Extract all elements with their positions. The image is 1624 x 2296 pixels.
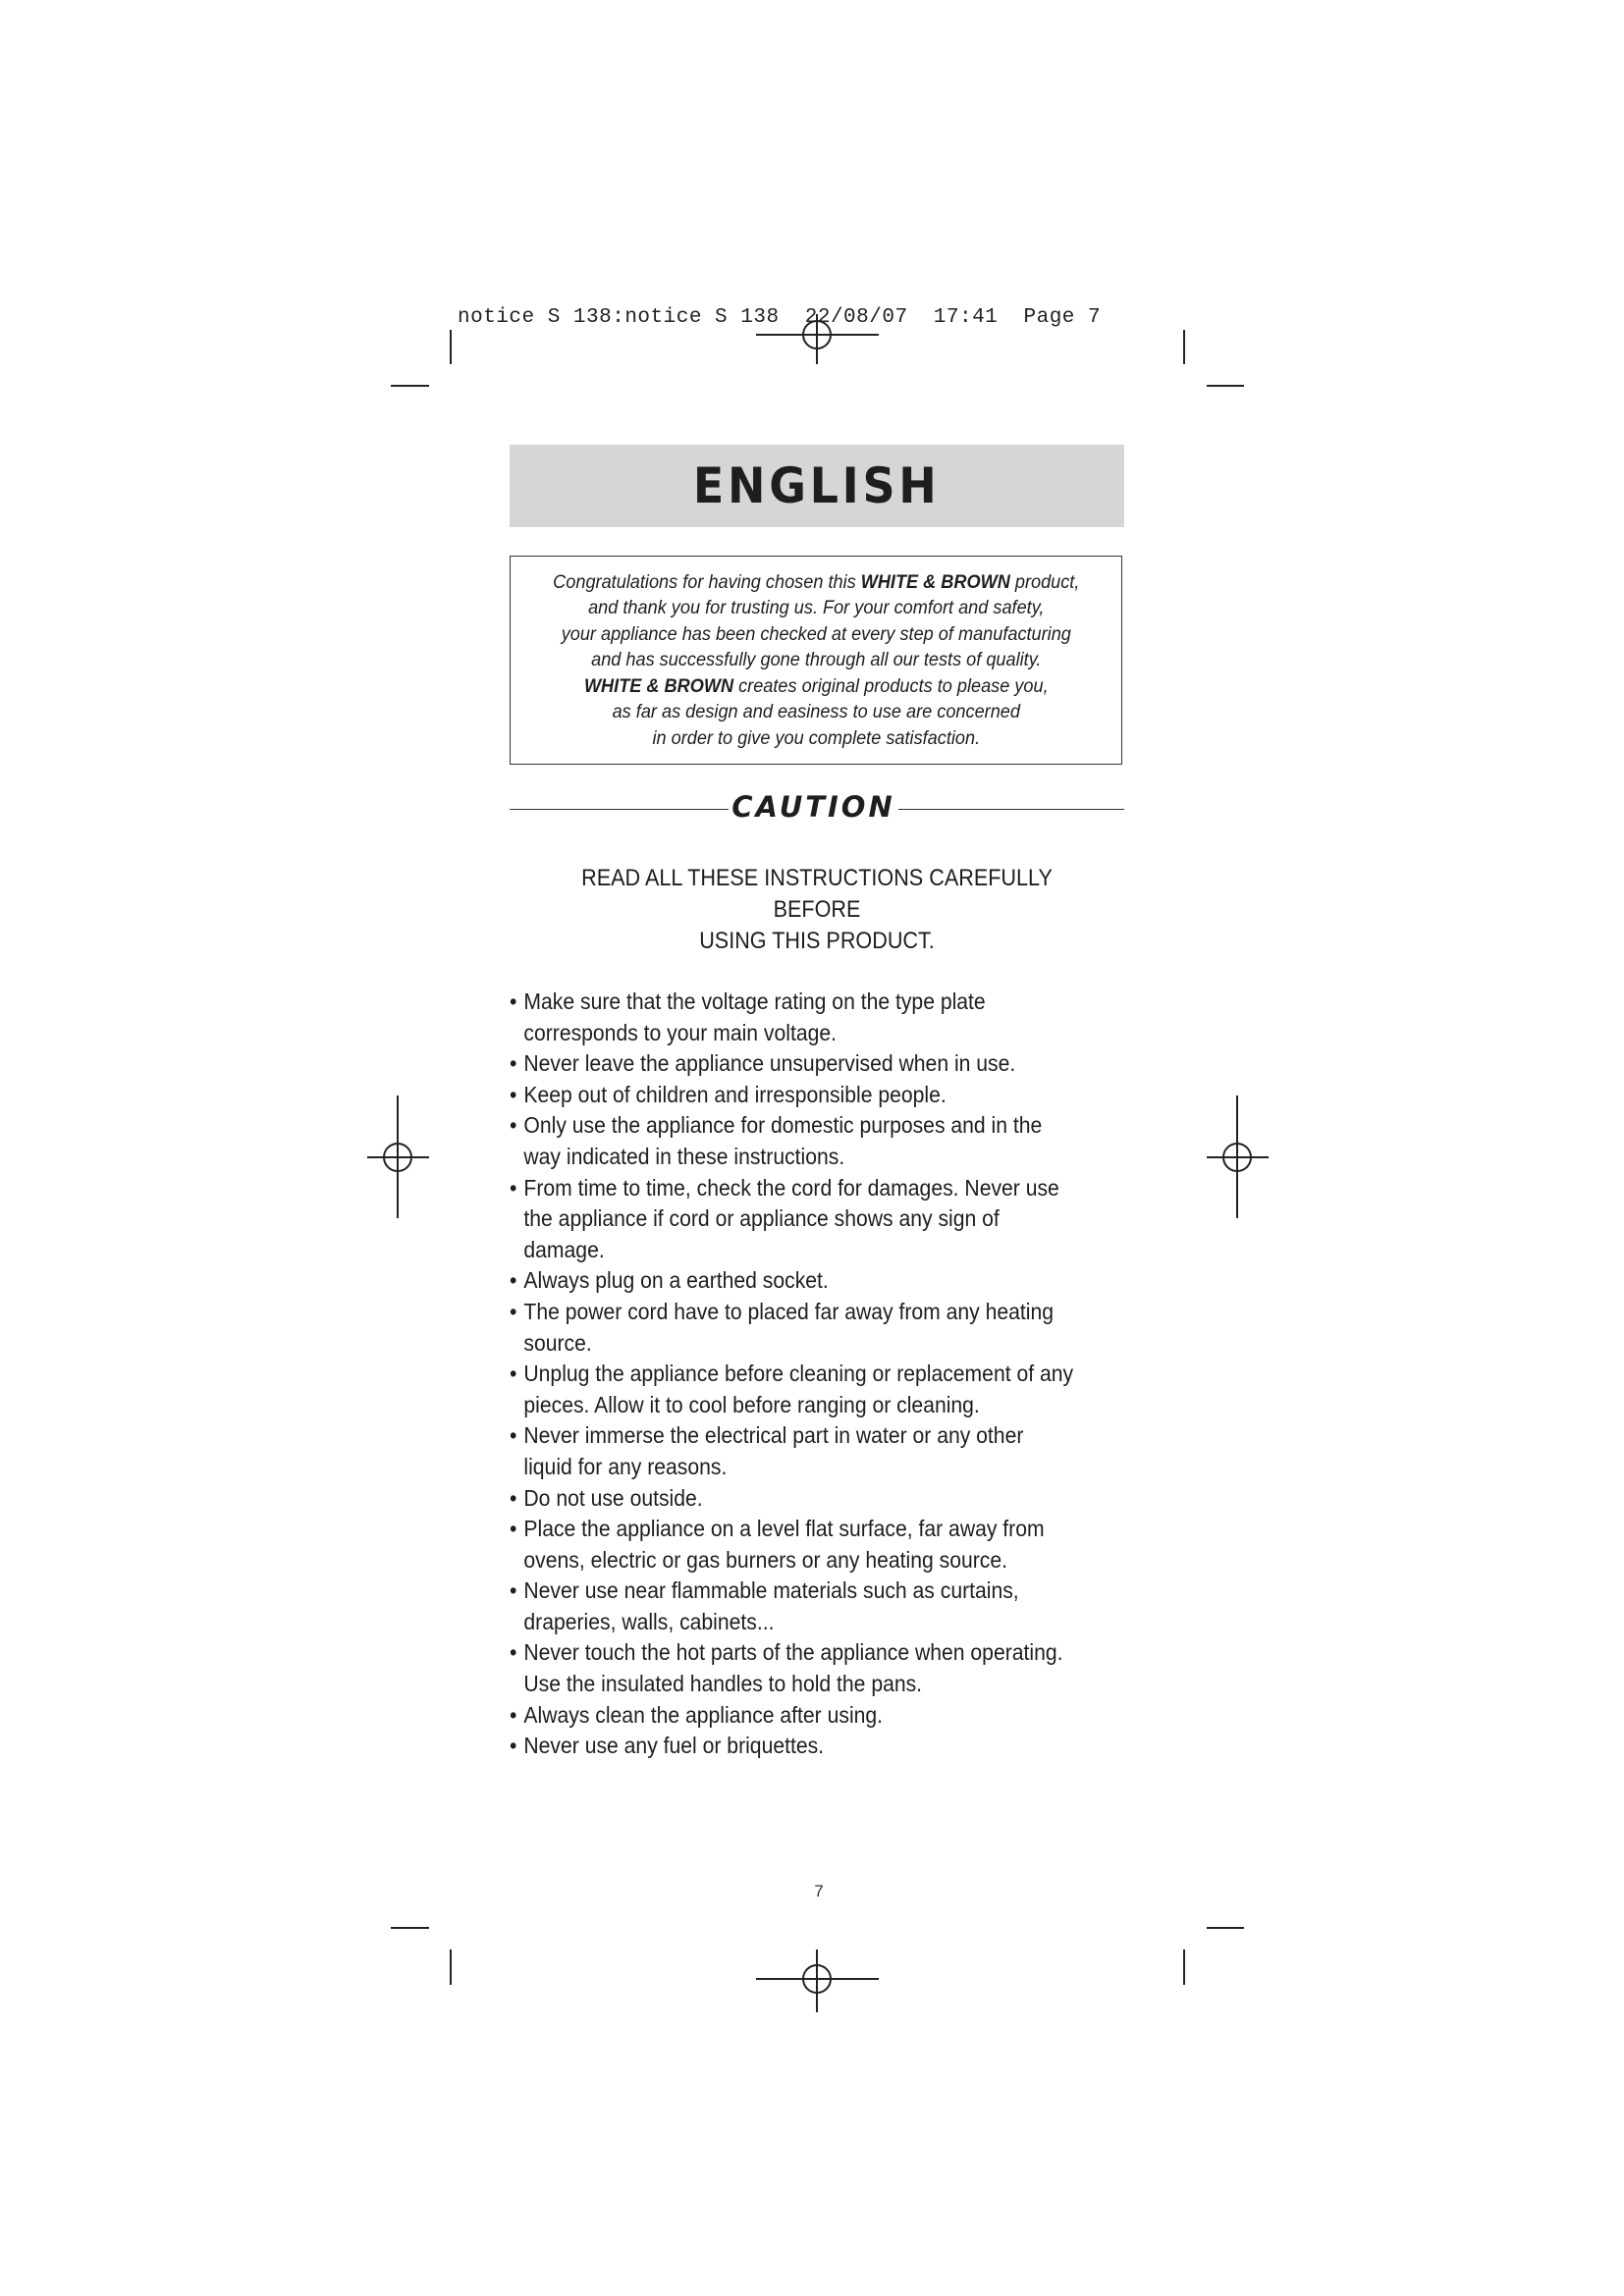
- intro-line-6: as far as design and easiness to use are concerned: [612, 701, 1020, 723]
- intro-line-1b: product,: [1009, 570, 1080, 593]
- intro-line-4: and has successfully gone through all our tests of quality.: [590, 649, 1042, 671]
- list-item: • Always plug on a earthed socket.: [510, 1265, 1151, 1297]
- registration-mark-left: [367, 1095, 429, 1218]
- list-item: • Unplug the appliance before cleaning or replacement of any pieces. Allow it to cool before ranging or cleaning.: [510, 1359, 1151, 1420]
- safety-rules-list: [510, 987, 1138, 1762]
- list-item: • Never immerse the electrical part in water or any other liquid for any reasons.: [510, 1420, 1151, 1482]
- brand-name: WHITE & BROWN: [583, 674, 733, 697]
- brand-name: WHITE & BROWN: [860, 570, 1010, 593]
- list-item: • Never touch the hot parts of the appliance when operating. Use the insulated handles to hold the pans.: [510, 1637, 1151, 1699]
- registration-mark-bottom: [756, 1949, 879, 2012]
- list-item: • Never use any fuel or briquettes.: [510, 1731, 1151, 1762]
- registration-mark-right: [1207, 1095, 1269, 1218]
- list-item: • Never leave the appliance unsupervised when in use.: [510, 1048, 1151, 1080]
- page-number: 7: [814, 1882, 824, 1900]
- read-all-notice: [540, 863, 1093, 957]
- language-title: ENGLISH: [693, 457, 941, 514]
- list-item: • Always clean the appliance after using.: [510, 1700, 1151, 1732]
- list-item: • Only use the appliance for domestic purposes and in the way indicated in these instructions.: [510, 1110, 1151, 1172]
- registration-mark-top: [756, 314, 879, 364]
- caution-rule-left: [510, 809, 729, 810]
- intro-line-7: in order to give you complete satisfaction.: [652, 726, 980, 749]
- read-all-line-1: READ ALL THESE INSTRUCTIONS CAREFULLY BEFORE: [581, 865, 1053, 923]
- intro-text: [553, 569, 1079, 752]
- read-all-line-2: USING THIS PRODUCT.: [699, 928, 935, 954]
- intro-line-5: creates original products to please you,: [732, 674, 1049, 697]
- list-item: • Make sure that the voltage rating on the type plate corresponds to your main voltage.: [510, 987, 1151, 1048]
- list-item: • Never use near flammable materials such as curtains, draperies, walls, cabinets...: [510, 1575, 1151, 1637]
- caution-heading-row: [510, 790, 1124, 829]
- intro-line-1a: Congratulations for having chosen this: [552, 570, 861, 593]
- list-item: • Do not use outside.: [510, 1483, 1151, 1515]
- intro-box: [510, 556, 1122, 765]
- list-item: • Place the appliance on a level flat surface, far away from ovens, electric or gas burners or any heating source.: [510, 1514, 1151, 1575]
- list-item: • The power cord have to placed far away from any heating source.: [510, 1297, 1151, 1359]
- intro-line-3: your appliance has been checked at every step of manufacturing: [561, 622, 1071, 645]
- intro-line-2: and thank you for trusting us. For your comfort and safety,: [587, 597, 1045, 619]
- print-slug: notice S 138:notice S 138 22/08/07 17:41 Page 7: [458, 306, 1102, 329]
- list-item: • Keep out of children and irresponsible people.: [510, 1080, 1151, 1111]
- caution-heading: CAUTION: [731, 790, 895, 824]
- caution-rule-right: [898, 809, 1124, 810]
- list-item: • From time to time, check the cord for damages. Never use the appliance if cord or appliance shows any sign of damage.: [510, 1173, 1151, 1266]
- language-title-band: [510, 445, 1124, 527]
